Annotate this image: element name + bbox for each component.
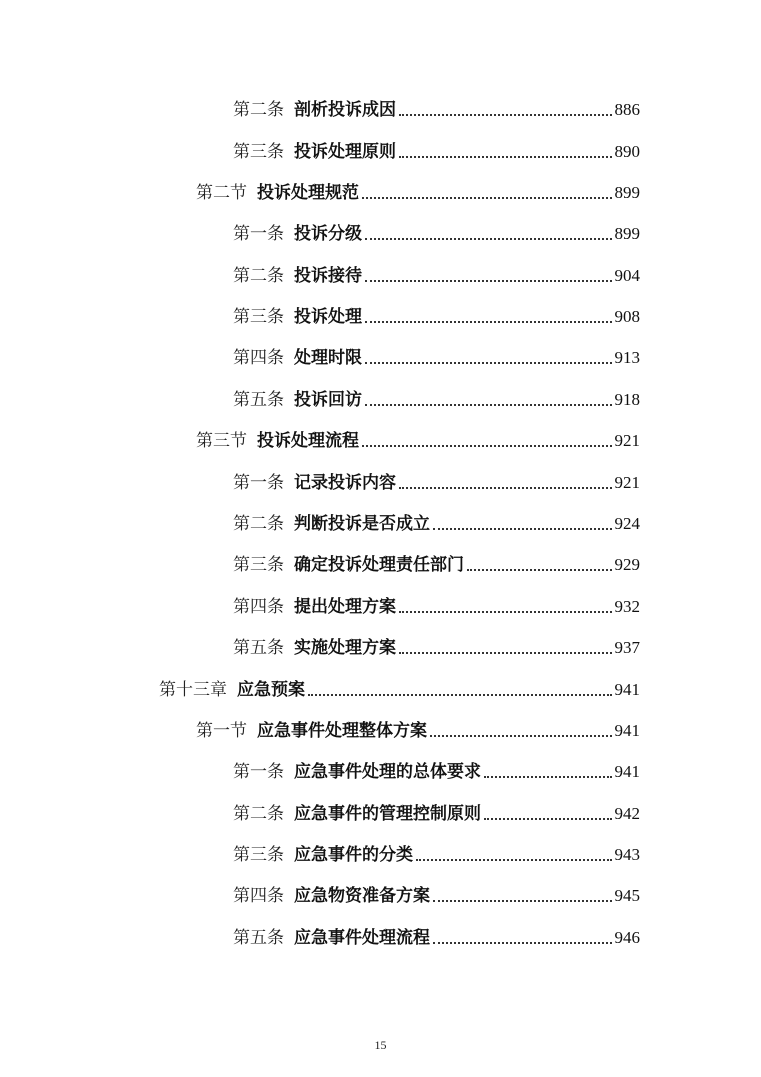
- toc-entry-page: 918: [614, 390, 640, 409]
- dot-leader: [484, 765, 612, 778]
- dot-leader: [399, 103, 612, 116]
- toc-entry-page: 945: [614, 886, 640, 905]
- toc-entry-title: 提出处理方案: [294, 597, 396, 617]
- dot-leader: [362, 434, 612, 447]
- dot-leader: [433, 517, 612, 530]
- dot-leader: [365, 351, 612, 364]
- toc-entry-title: 应急事件处理整体方案: [257, 721, 427, 741]
- toc-entry[interactable]: [196, 427, 640, 455]
- toc-entry-title: 应急事件的管理控制原则: [294, 804, 481, 824]
- toc-entry[interactable]: [233, 758, 640, 786]
- toc-entry[interactable]: [233, 96, 640, 124]
- dot-leader: [365, 269, 612, 282]
- toc-entry[interactable]: [233, 800, 640, 828]
- toc-entry-title: 应急物资准备方案: [294, 886, 430, 906]
- toc-entry-page: 924: [614, 514, 640, 533]
- toc-entry[interactable]: [196, 179, 640, 207]
- dot-leader: [365, 310, 612, 323]
- toc-entry-page: 908: [614, 307, 640, 326]
- toc-entry-prefix: 第二条: [233, 100, 284, 120]
- toc-entry-page: 886: [614, 100, 640, 119]
- toc-entry-title: 投诉分级: [294, 224, 362, 244]
- toc-entry[interactable]: [233, 593, 640, 621]
- dot-leader: [365, 393, 612, 406]
- toc-entry-page: 941: [614, 721, 640, 740]
- toc-entry-prefix: 第四条: [233, 597, 284, 617]
- toc-entry[interactable]: [233, 220, 640, 248]
- toc-entry-title: 应急事件的分类: [294, 845, 413, 865]
- toc-entry-prefix: 第三条: [233, 555, 284, 575]
- toc-entry[interactable]: [233, 386, 640, 414]
- dot-leader: [399, 600, 612, 613]
- toc-entry[interactable]: [233, 551, 640, 579]
- toc-entry-prefix: 第三条: [233, 307, 284, 327]
- toc-entry-title: 判断投诉是否成立: [294, 514, 430, 534]
- toc-entry[interactable]: [233, 138, 640, 166]
- toc-entry-page: 937: [614, 638, 640, 657]
- dot-leader: [362, 186, 612, 199]
- dot-leader: [416, 848, 612, 861]
- page-number: 15: [374, 1038, 387, 1052]
- toc-entry-page: 921: [614, 431, 640, 450]
- toc-entry-prefix: 第一节: [196, 721, 247, 741]
- toc-entry-prefix: 第一条: [233, 224, 284, 244]
- toc-entry-title: 投诉处理流程: [257, 431, 359, 451]
- toc-entry-title: 投诉处理: [294, 307, 362, 327]
- toc-entry-title: 投诉回访: [294, 390, 362, 410]
- toc-entry[interactable]: [233, 882, 640, 910]
- toc-entry-title: 投诉处理规范: [257, 183, 359, 203]
- toc-entry-prefix: 第三条: [233, 845, 284, 865]
- dot-leader: [433, 931, 612, 944]
- toc-entry[interactable]: [233, 303, 640, 331]
- toc-entry-prefix: 第三节: [196, 431, 247, 451]
- toc-entry[interactable]: [159, 676, 640, 704]
- toc-entry-prefix: 第四条: [233, 348, 284, 368]
- dot-leader: [308, 683, 612, 696]
- toc-entry-page: 899: [614, 224, 640, 243]
- toc-entry-prefix: 第一条: [233, 762, 284, 782]
- dot-leader: [430, 724, 612, 737]
- toc-entry-title: 应急事件处理流程: [294, 928, 430, 948]
- toc-entry[interactable]: [233, 469, 640, 497]
- toc-entry-prefix: 第四条: [233, 886, 284, 906]
- toc-entry-prefix: 第二条: [233, 804, 284, 824]
- toc-entry-title: 投诉接待: [294, 266, 362, 286]
- toc-entry-title: 确定投诉处理责任部门: [294, 555, 464, 575]
- toc-entry-page: 929: [614, 555, 640, 574]
- toc-entry-prefix: 第十三章: [159, 680, 227, 700]
- toc-entry-page: 941: [614, 762, 640, 781]
- toc-entry-page: 904: [614, 266, 640, 285]
- toc-entry-page: 943: [614, 845, 640, 864]
- dot-leader: [433, 889, 612, 902]
- toc-entry-page: 899: [614, 183, 640, 202]
- toc-entry-page: 946: [614, 928, 640, 947]
- dot-leader: [484, 807, 612, 820]
- dot-leader: [365, 227, 612, 240]
- dot-leader: [399, 145, 612, 158]
- toc-entry[interactable]: [233, 634, 640, 662]
- toc-entry-page: 941: [614, 680, 640, 699]
- toc-entry-prefix: 第五条: [233, 390, 284, 410]
- toc-entry-title: 实施处理方案: [294, 638, 396, 658]
- toc-entry-page: 890: [614, 142, 640, 161]
- toc-entry[interactable]: [233, 510, 640, 538]
- toc-entry-prefix: 第五条: [233, 928, 284, 948]
- toc-entry[interactable]: [233, 344, 640, 372]
- dot-leader: [399, 476, 612, 489]
- toc-entry[interactable]: [233, 262, 640, 290]
- toc-entry-title: 应急事件处理的总体要求: [294, 762, 481, 782]
- toc-entry-prefix: 第二节: [196, 183, 247, 203]
- toc-entry[interactable]: [196, 717, 640, 745]
- toc-entry-prefix: 第二条: [233, 266, 284, 286]
- toc-entry-title: 处理时限: [294, 348, 362, 368]
- toc-entry-prefix: 第三条: [233, 142, 284, 162]
- dot-leader: [399, 641, 612, 654]
- toc-entry[interactable]: [233, 841, 640, 869]
- toc-entry-title: 剖析投诉成因: [294, 100, 396, 120]
- toc-entry-page: 932: [614, 597, 640, 616]
- toc-entry-title: 投诉处理原则: [294, 142, 396, 162]
- toc-entry-prefix: 第一条: [233, 473, 284, 493]
- toc-entry-prefix: 第五条: [233, 638, 284, 658]
- toc-entry-page: 913: [614, 348, 640, 367]
- toc-entry-title: 记录投诉内容: [294, 473, 396, 493]
- dot-leader: [467, 558, 612, 571]
- toc-entry-prefix: 第二条: [233, 514, 284, 534]
- toc-entry[interactable]: [233, 924, 640, 952]
- toc-entry-page: 942: [614, 804, 640, 823]
- toc-entry-page: 921: [614, 473, 640, 492]
- toc-entry-title: 应急预案: [237, 680, 305, 700]
